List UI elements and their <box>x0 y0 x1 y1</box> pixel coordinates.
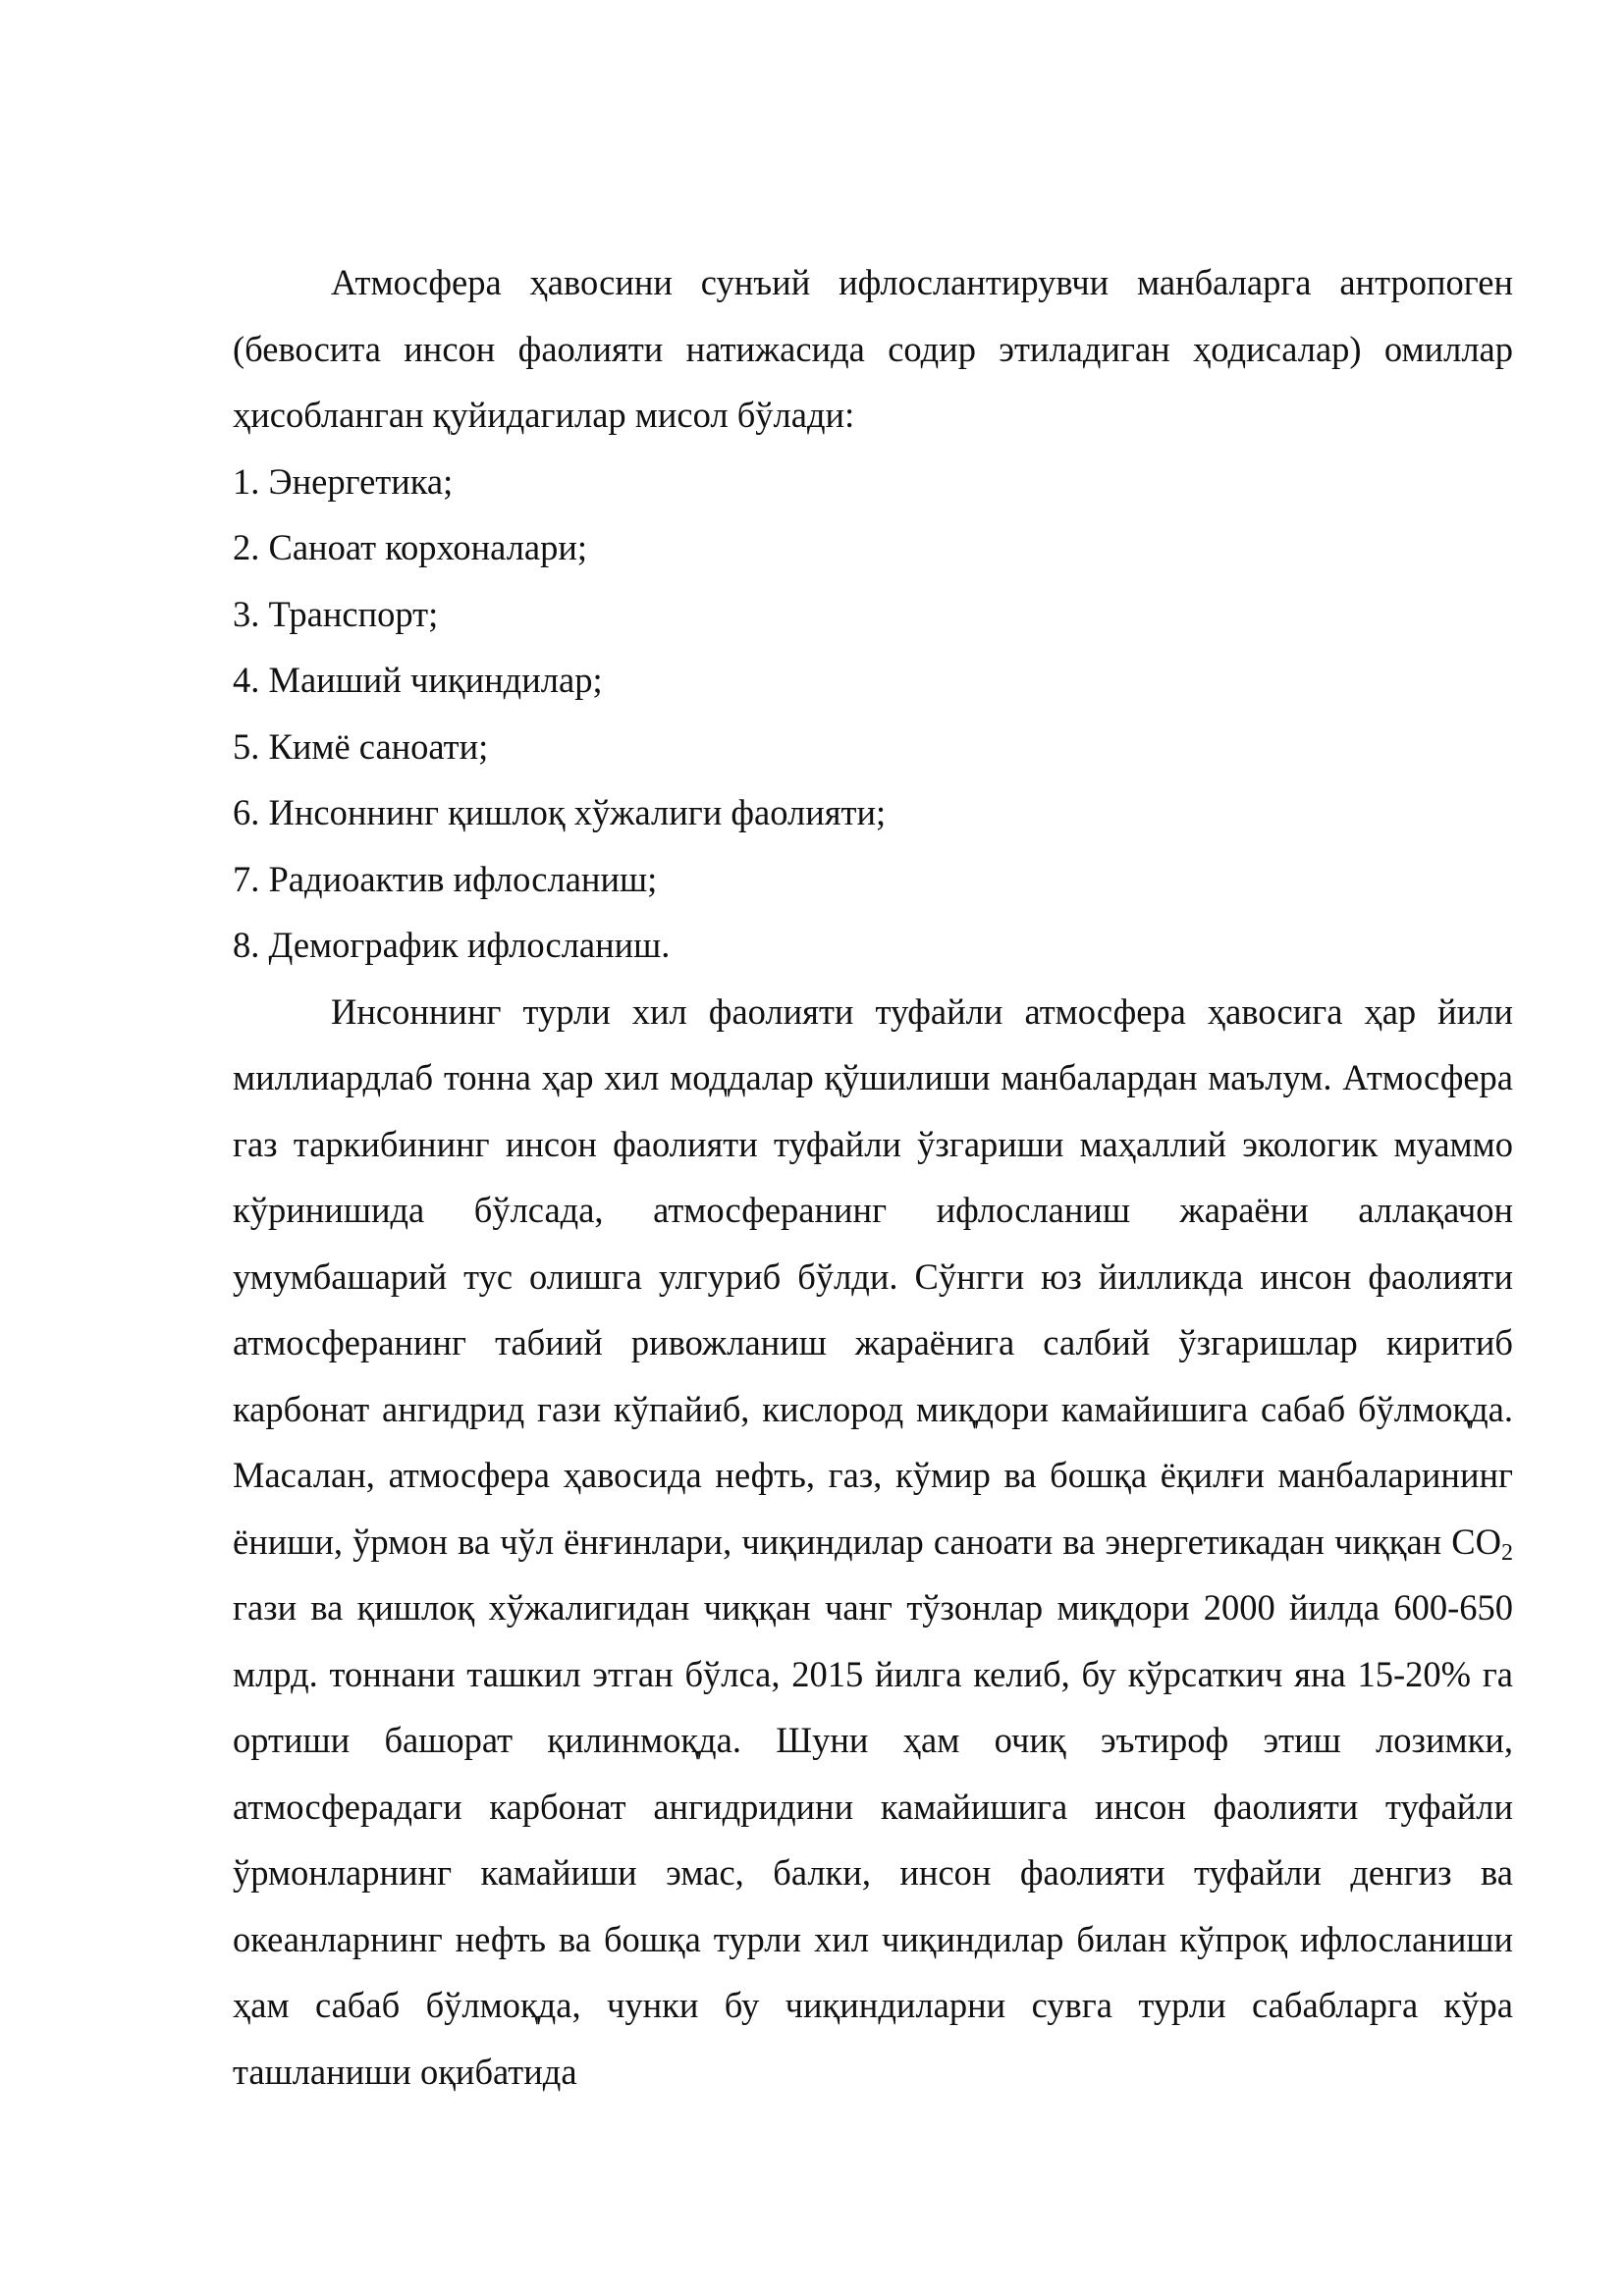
list-item: 2. Саноат корхоналари; <box>233 527 588 567</box>
main-paragraph-part-2: гази ва қишлоқ хўжалигидан чиққан чанг тўзонлар миқдори 2000 йилда 600-650 млрд. тоннани ташкил этган бўлса, 2015 йилга келиб, бу кўрсаткич яна 15-20% га ортиши башорат қилинмоқда. Шуни ҳам очиқ эътироф этиш лозимки, атмосферадаги карбонат ангидридини камайишига инсон фаолияти туфайли ўрмонларнинг камайиши эмас, балки, инсон фаолияти туфайли денгиз ва океанларнинг нефть ва бошқа турли хил чиқиндилар билан кўпроқ ифлосланиши ҳам сабаб бўлмоқда, чунки бу чиқиндиларни сувга турли сабабларга кўра ташланиши оқибатида <box>233 1587 1513 2092</box>
list-item: 6. Инсоннинг қишлоқ хўжалиги фаолияти; <box>233 792 887 832</box>
list-item: 3. Транспорт; <box>233 593 439 634</box>
list-item: 8. Демографик ифлосланиш. <box>233 925 671 965</box>
intro-paragraph: Атмосфера ҳавосини сунъий ифлослантирувчи манбаларга антропоген (бевосита инсон фаолияти натижасида содир этиладиган ҳодисалар) омиллар ҳисобланган қуйидагилар мисол бўлади: <box>233 262 1513 435</box>
pollution-sources-list <box>233 449 1513 979</box>
main-paragraph <box>233 979 1513 2106</box>
co2-subscript: 2 <box>1501 1539 1513 1566</box>
document-body <box>233 249 1513 2105</box>
list-item: 1. Энергетика; <box>233 460 454 502</box>
list-item: 4. Маиший чиқиндилар; <box>233 660 603 700</box>
list-item: 5. Кимё саноати; <box>233 725 489 767</box>
list-item: 7. Радиоактив ифлосланиш; <box>233 858 658 899</box>
main-paragraph-part-1: Инсоннинг турли хил фаолияти туфайли атмосфера ҳавосига ҳар йили миллиардлаб тонна ҳар хил моддалар қўшилиши манбалардан маълум. Атмосфера газ таркибининг инсон фаолияти туфайли ўзгариши маҳаллий экологик муаммо кўринишида бўлсада, атмосферанинг ифлосланиш жараёни аллақачон умумбашарий тус олишга улгуриб бўлди. Сўнгги юз йилликда инсон фаолияти атмосферанинг табиий ривожланиш жараёнига салбий ўзгаришлар киритиб карбонат ангидрид гази кўпайиб, кислород миқдори камайишига сабаб бўлмоқда. Масалан, атмосфера ҳавосида нефть, газ, кўмир ва бошқа ёқилғи манбаларининг ёниши, ўрмон ва чўл ёнғинлари, чиқиндилар саноати ва энергетикадан чиққан CO <box>233 990 1513 1562</box>
